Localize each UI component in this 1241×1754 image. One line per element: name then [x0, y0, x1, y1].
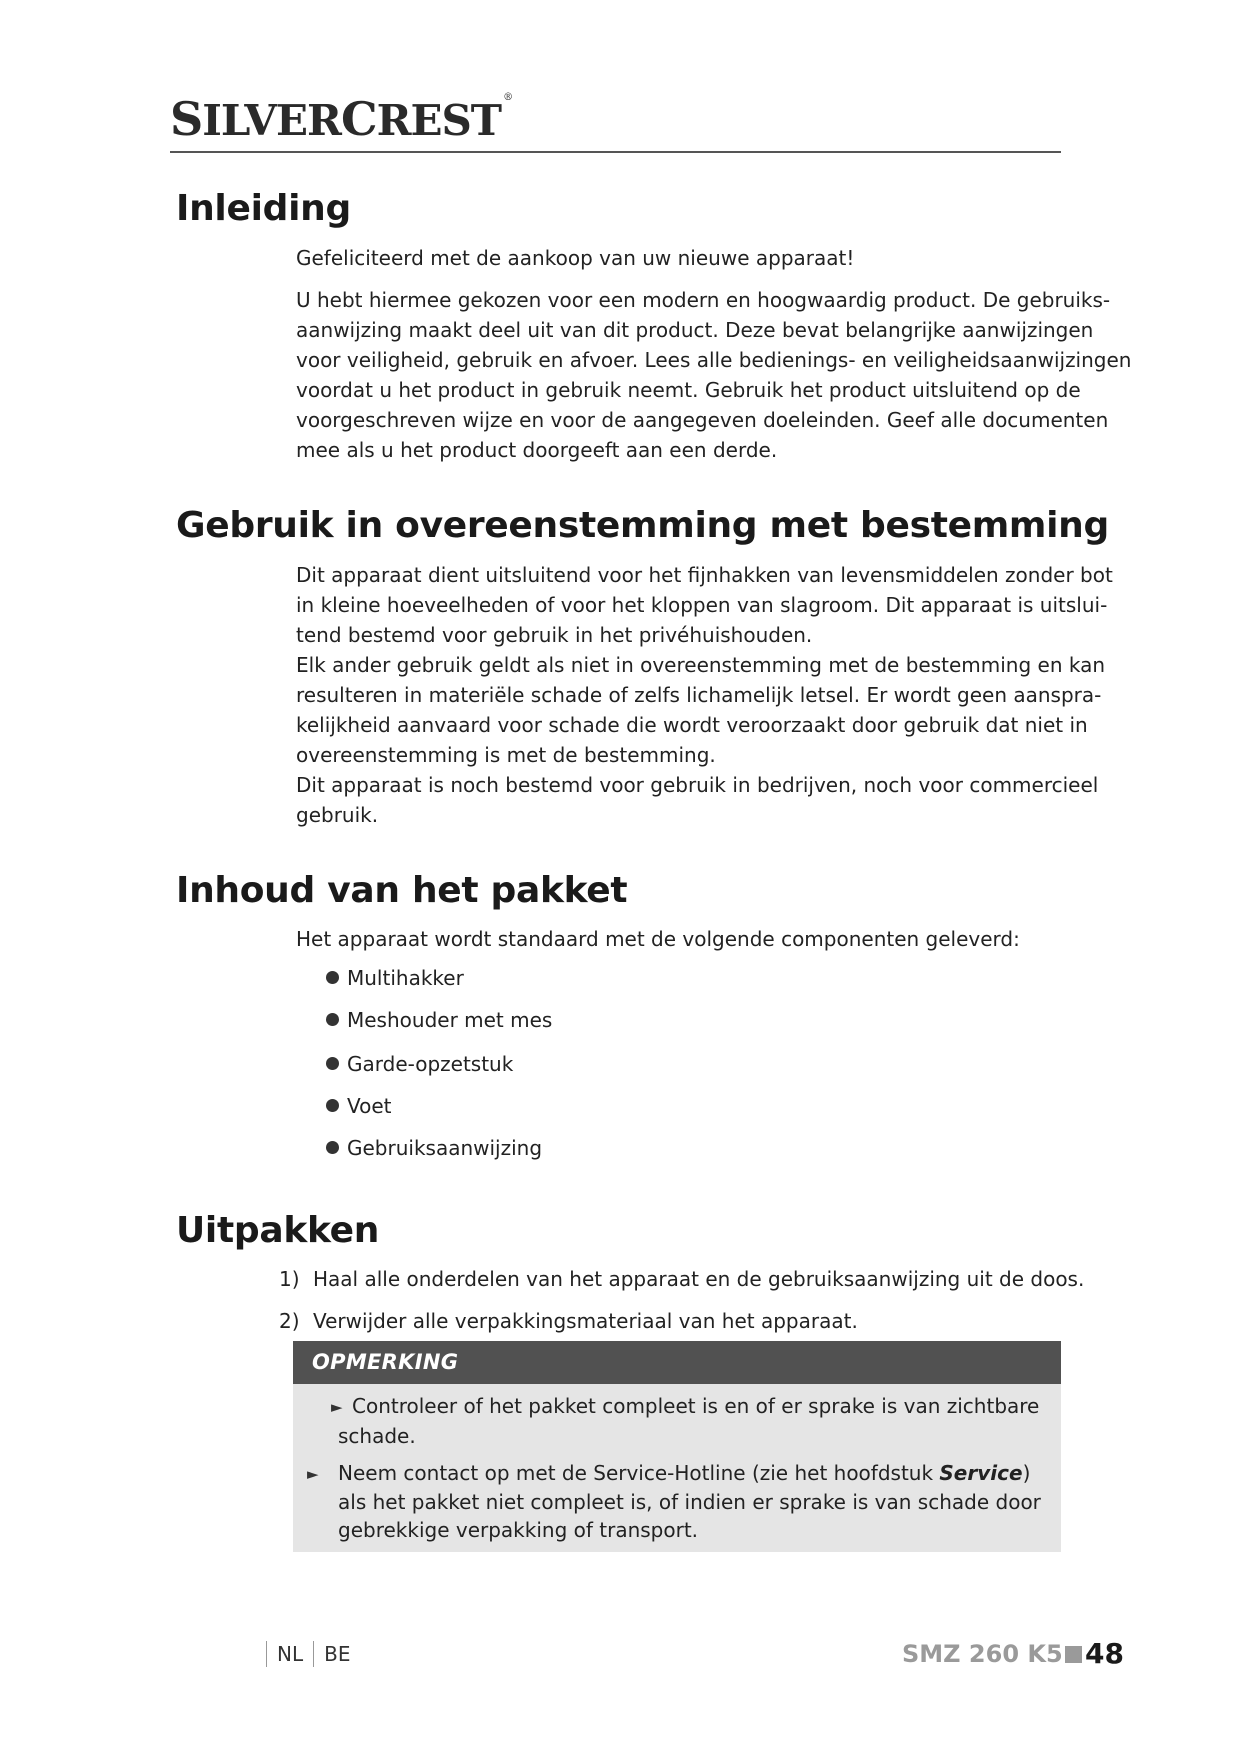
bullet-dot-icon	[326, 1141, 339, 1154]
section-title-contents: Inhoud van het pakket	[176, 870, 628, 911]
bullet-dot-icon	[326, 971, 339, 984]
header-rule	[170, 151, 1061, 153]
footer-divider	[266, 1641, 267, 1667]
section-title-usage: Gebruik in overeenstemming met bestemming	[176, 505, 1109, 546]
note-item-2-line-3: gebrekkige verpakking of transport.	[338, 1518, 699, 1542]
paragraph-line: aanwijzing maakt deel uit van dit product. Deze bevat belangrijke aanwijzingen	[296, 318, 1094, 342]
paragraph-line: kelijkheid aanvaard voor schade die wordt veroorzaakt door gebruik dat niet in	[296, 713, 1088, 737]
contents-lead: Het apparaat wordt standaard met de volgende componenten geleverd:	[296, 927, 1020, 951]
list-item: Garde-opzetstuk	[326, 1052, 513, 1076]
note-item-2-line-2: als het pakket niet compleet is, of indien er sprake is van schade door	[338, 1490, 1041, 1514]
note-item-2-line-1: Neem contact op met de Service-Hotline (zie het hoofdstuk Service)	[338, 1461, 1031, 1485]
list-item: Multihakker	[326, 966, 464, 990]
paragraph-line: Dit apparaat dient uitsluitend voor het fijnhakken van levensmiddelen zonder bot	[296, 563, 1113, 587]
note-header	[293, 1341, 1061, 1384]
note-item-1-line-1: Controleer of het pakket compleet is en of er sprake is van zichtbare	[352, 1394, 1040, 1418]
paragraph-line: Dit apparaat is noch bestemd voor gebruik in bedrijven, noch voor commercieel	[296, 773, 1099, 797]
paragraph-line: voor veiligheid, gebruik en afvoer. Lees alle bedienings- en veiligheidsaanwijzingen	[296, 348, 1132, 372]
list-item: Gebruiksaanwijzing	[326, 1136, 542, 1160]
bullet-dot-icon	[326, 1099, 339, 1112]
paragraph-line: resulteren in materiële schade of zelfs lichamelijk letsel. Er wordt geen aanspra-	[296, 683, 1102, 707]
paragraph-line: voordat u het product in gebruik neemt. Gebruik het product uitsluitend op de	[296, 378, 1081, 402]
note-box	[293, 1341, 1061, 1552]
footer-language: NL BE	[256, 1641, 350, 1667]
intro-lead-block	[296, 243, 1072, 273]
footer-model: SMZ 260 K5	[902, 1640, 1082, 1668]
intro-lead: Gefeliciteerd met de aankoop van uw nieuwe apparaat!	[296, 246, 855, 270]
paragraph-line: voorgeschreven wijze en voor de aangegeven doeleinden. Geef alle documenten	[296, 408, 1109, 432]
paragraph-line: tend bestemd voor gebruik in het privéhuishouden.	[296, 623, 813, 647]
bullet-dot-icon	[326, 1057, 339, 1070]
paragraph-line: gebruik.	[296, 803, 379, 827]
paragraph-line: Elk ander gebruik geldt als niet in overeenstemming met de bestemming en kan	[296, 653, 1106, 677]
paragraph-line: U hebt hiermee gekozen voor een modern en hoogwaardig product. De gebruiks-	[296, 288, 1111, 312]
paragraph-line: in kleine hoeveelheden of voor het kloppen van slagroom. Dit apparaat is uitslui-	[296, 593, 1108, 617]
paragraph-line: mee als u het product doorgeeft aan een derde.	[296, 438, 778, 462]
square-marker-icon	[1065, 1646, 1082, 1663]
paragraph-line: overeenstemming is met de bestemming.	[296, 743, 716, 767]
section-title-unpacking: Uitpakken	[176, 1210, 380, 1251]
page-number: 48	[1085, 1637, 1124, 1670]
list-item: Voet	[326, 1094, 392, 1118]
silvercrest-logo: SILVERCREST ®	[170, 92, 513, 146]
arrow-right-icon: ►	[307, 1465, 319, 1483]
step-2: 2) Verwijder alle verpakkingsmateriaal van het apparaat.	[279, 1309, 858, 1333]
contents-lead-block	[296, 924, 1072, 954]
note-heading: OPMERKING	[312, 1350, 459, 1374]
section-title-intro: Inleiding	[176, 188, 351, 229]
intro-body	[296, 285, 1132, 465]
note-item-1-line-2: schade.	[338, 1424, 416, 1448]
list-item: Meshouder met mes	[326, 1008, 552, 1032]
usage-body	[296, 560, 1113, 830]
step-1: 1) Haal alle onderdelen van het apparaat en de gebruiksaanwijzing uit de doos.	[279, 1267, 1085, 1291]
footer-divider	[313, 1641, 314, 1667]
bullet-dot-icon	[326, 1013, 339, 1026]
arrow-right-icon: ►	[331, 1398, 343, 1416]
